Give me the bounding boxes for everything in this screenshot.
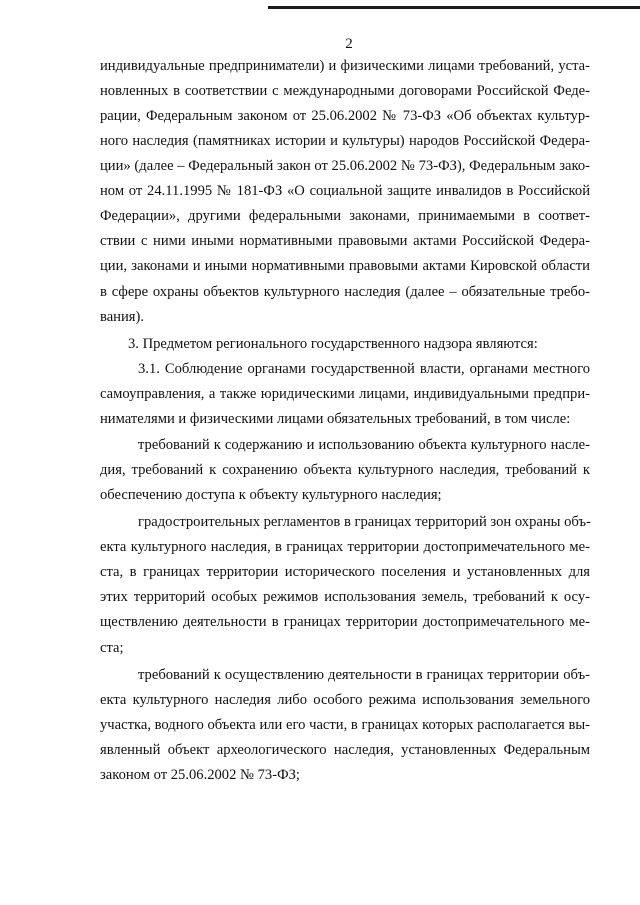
text-line: Федерации», другими федеральными законами, принимаемыми в соответ-	[100, 208, 590, 224]
text-line: нимателями и физическими лицами обязательных требований, в том числе:	[100, 411, 571, 427]
text-line: требований к содержанию и использованию объекта культурного насле-	[138, 437, 590, 453]
text-line: ста;	[100, 640, 124, 656]
text-line: ции, законами и иными нормативными правовыми актами Кировской области	[100, 258, 590, 274]
text-line: законом от 25.06.2002 № 73-ФЗ;	[100, 767, 300, 783]
text-line: ного наследия (памятниках истории и культуры) народов Российской Федера-	[100, 133, 590, 149]
text-line: явленный объект археологического наследия, установленных Федеральным	[100, 742, 590, 758]
text-line: ществлению деятельности в границах территории достопримечательного ме-	[100, 614, 590, 630]
text-line: новленных в соответствии с международными договорами Российской Феде-	[100, 83, 590, 99]
text-line: рации, Федеральным законом от 25.06.2002 № 73-ФЗ «Об объектах культур-	[100, 108, 590, 124]
text-line: самоуправления, а также юридическими лицами, индивидуальными предпри-	[100, 386, 590, 402]
text-line: ции» (далее – Федеральный закон от 25.06.2002 № 73-ФЗ), Федеральным зако-	[100, 158, 590, 174]
text-line: дия, требований к сохранению объекта культурного наследия, требований к	[100, 462, 590, 478]
text-line: екта культурного наследия либо особого режима использования земельного	[100, 692, 590, 708]
text-line: екта культурного наследия, в границах территории достопримечательного ме-	[100, 539, 590, 555]
text-line: вания).	[100, 309, 145, 325]
text-line: в сфере охраны объектов культурного наследия (далее – обязательные требо-	[100, 284, 590, 300]
page-number: 2	[345, 36, 353, 52]
text-line: ста, в границах территории исторического поселения и установленных для	[100, 564, 590, 580]
text-line: требований к осуществлению деятельности в границах территории объ-	[138, 667, 590, 683]
text-line: ном от 24.11.1995 № 181-ФЗ «О социальной защите инвалидов в Российской	[100, 183, 590, 199]
text-line: градостроительных регламентов в границах территорий зон охраны объ-	[138, 514, 591, 530]
text-line: участка, водного объекта или его части, в границах которых располагается вы-	[100, 717, 590, 733]
section-heading: 3. Предметом регионального государственного надзора являются:	[128, 336, 538, 352]
text-line: индивидуальные предприниматели) и физическими лицами требований, уста-	[100, 58, 590, 74]
text-line: 3.1. Соблюдение органами государственной власти, органами местного	[138, 361, 590, 377]
text-line: обеспечению доступа к объекту культурного наследия;	[100, 487, 442, 503]
text-line: этих территорий особых режимов использования земель, требований к осу-	[100, 589, 590, 605]
header-rule	[268, 6, 640, 9]
text-line: ствии с ними иными нормативными правовыми актами Российской Федера-	[100, 233, 590, 249]
